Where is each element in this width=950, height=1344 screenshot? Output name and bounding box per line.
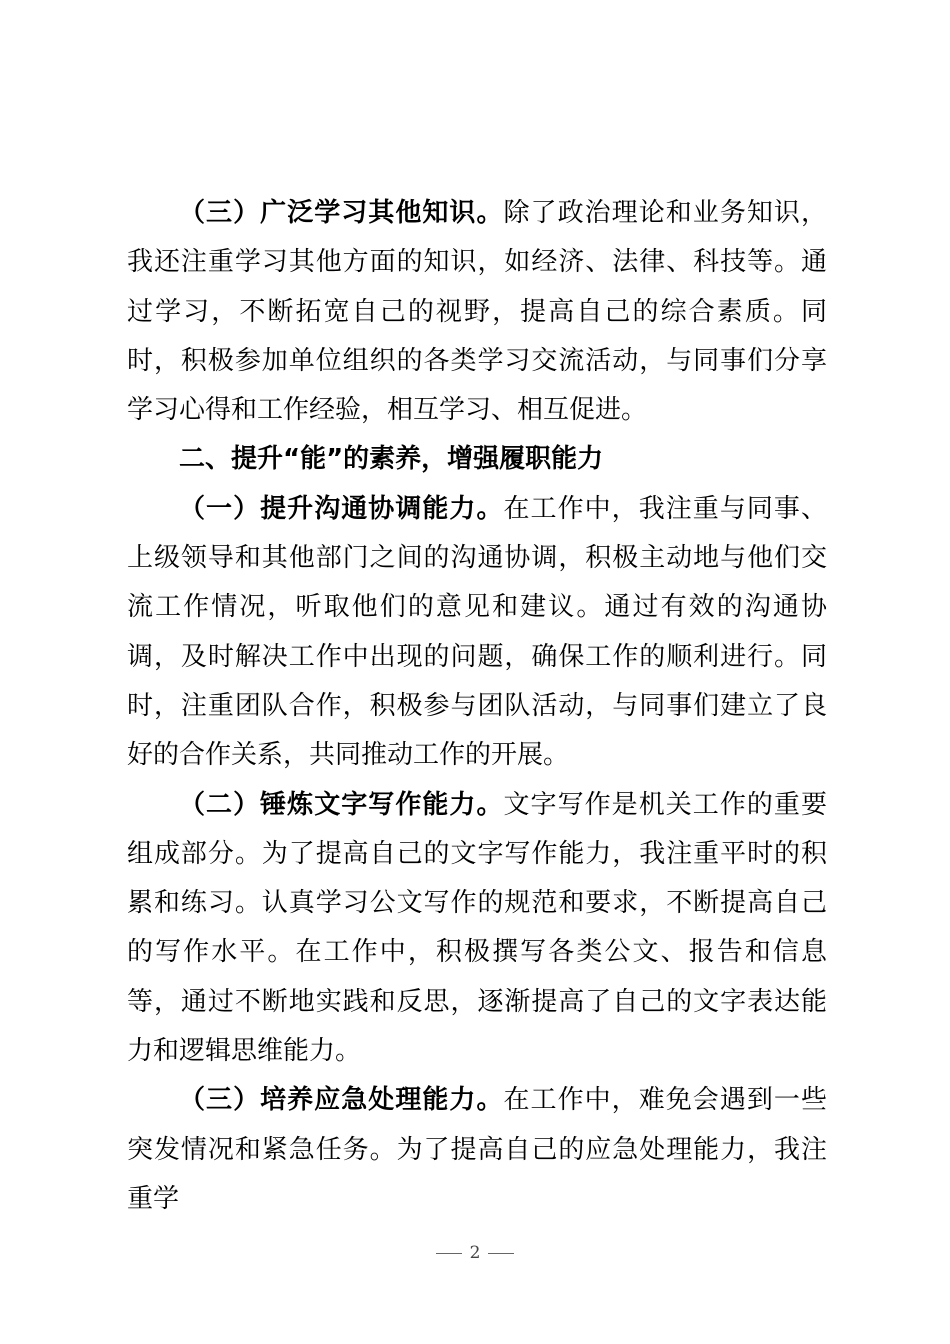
footer-dash-right [488,1253,514,1254]
paragraph-heading: （二）锤炼文字写作能力。 [179,789,504,820]
paragraph-writing [127,781,827,1077]
page-number: 2 [469,1243,481,1263]
paragraph-heading: （一）提升沟通协调能力。 [179,493,504,524]
paragraph-communication [127,485,827,781]
paragraph-broad-learning [127,189,827,435]
paragraph-text: 在工作中，我注重与同事、上级领导和其他部门之间的沟通协调，积极主动地与他们交流工作情况，听取他们的意见和建议。通过有效的沟通协调，及时解决工作中出现的问题，确保工作的顺利进行。同时，注重团队合作，积极参与团队活动，与同事们建立了良好的合作关系，共同推动工作的开展。 [127,493,827,771]
paragraph-text: 文字写作是机关工作的重要组成部分。为了提高自己的文字写作能力，我注重平时的积累和练习。认真学习公文写作的规范和要求，不断提高自己的写作水平。在工作中，积极撰写各类公文、报告和信息等，通过不断地实践和反思，逐渐提高了自己的文字表达能力和逻辑思维能力。 [127,789,827,1067]
paragraph-text: 在工作中，难免会遇到一些突发情况和紧急任务。为了提高自己的应急处理能力，我注重学 [127,1085,827,1214]
paragraph-text: 除了政治理论和业务知识，我还注重学习其他方面的知识，如经济、法律、科技等。通过学习，不断拓宽自己的视野，提高自己的综合素质。同时，积极参加单位组织的各类学习交流活动，与同事们分享学习心得和工作经验，相互学习、相互促进。 [127,198,827,426]
paragraph-heading: （三）培养应急处理能力。 [179,1085,504,1116]
footer-dash-left [436,1253,462,1254]
paragraph-emergency [127,1076,827,1224]
paragraph-heading: （三）广泛学习其他知识。 [179,198,504,228]
section-title: 二、提升“能”的素养，增强履职能力 [179,444,604,475]
document-body [127,189,827,1224]
page-footer [0,1243,950,1263]
